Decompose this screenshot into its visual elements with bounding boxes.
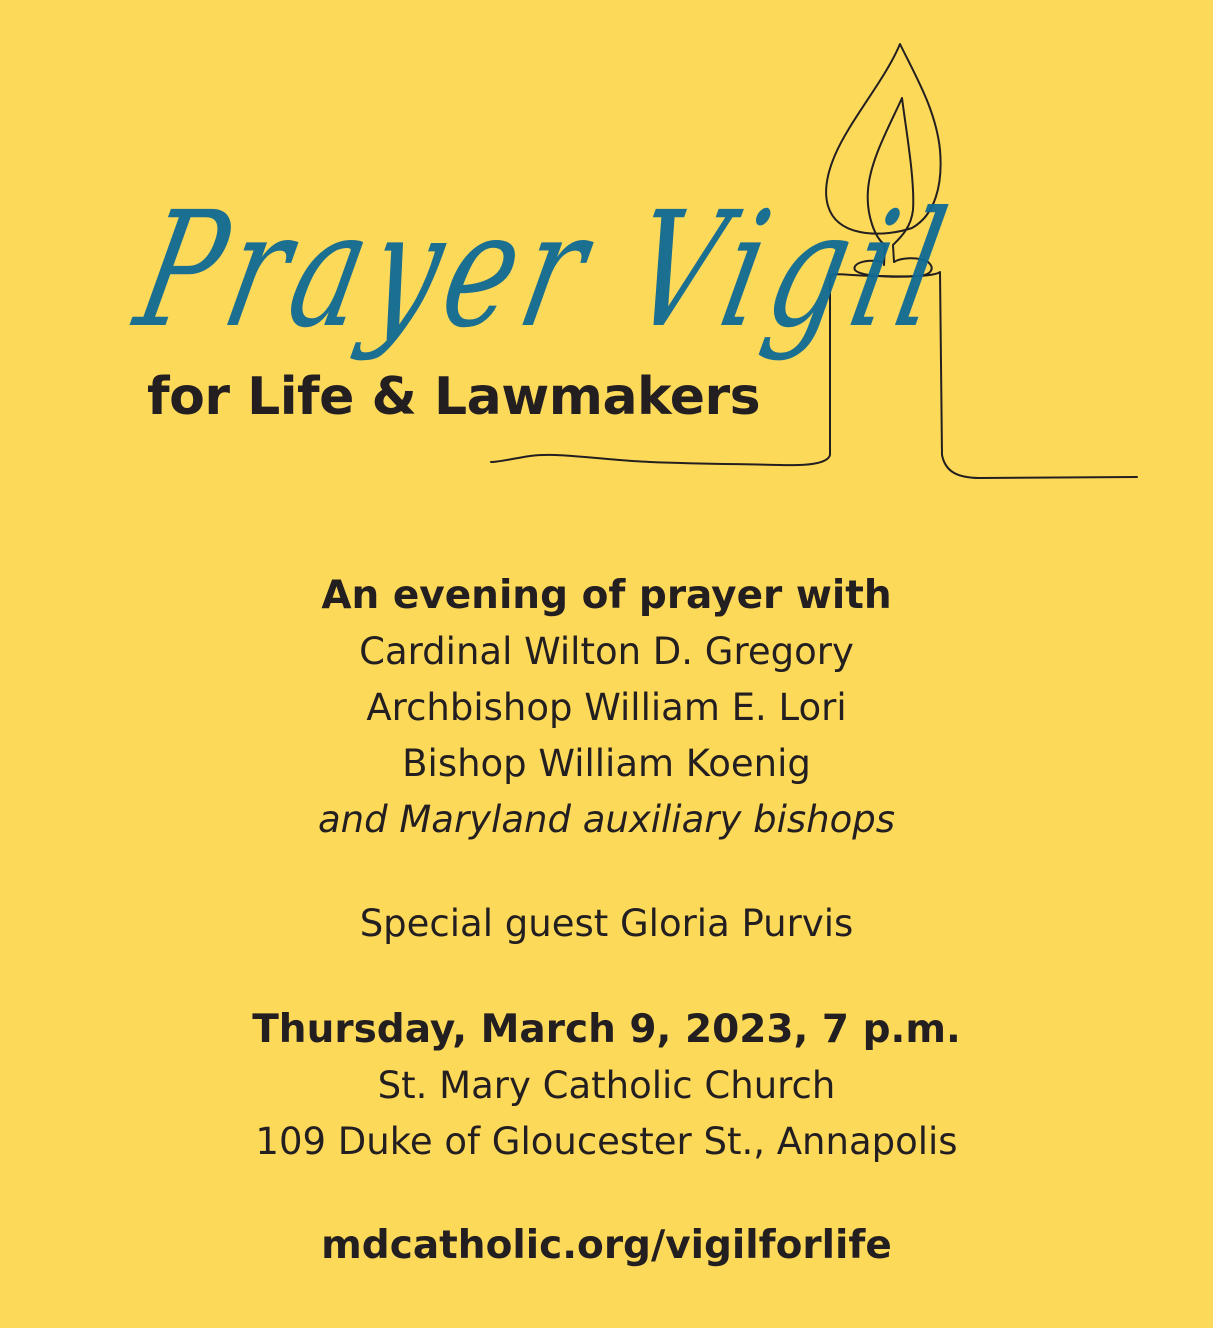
- special-guest: Special guest Gloria Purvis: [359, 902, 854, 945]
- event-venue: St. Mary Catholic Church: [377, 1064, 836, 1107]
- script-title: Prayer Vigil: [123, 176, 968, 363]
- officiant-1: Cardinal Wilton D. Gregory: [359, 630, 854, 673]
- officiant-3: Bishop William Koenig: [402, 742, 811, 785]
- intro-heading: An evening of prayer with: [321, 573, 892, 618]
- officiants-extra: and Maryland auxiliary bishops: [317, 798, 896, 841]
- subtitle: for Life & Lawmakers: [147, 367, 761, 427]
- event-address: 109 Duke of Gloucester St., Annapolis: [255, 1120, 958, 1163]
- website-link[interactable]: mdcatholic.org/vigilforlife: [321, 1223, 892, 1268]
- event-details: [0, 568, 1213, 1274]
- officiant-2: Archbishop William E. Lori: [366, 686, 847, 729]
- event-datetime: Thursday, March 9, 2023, 7 p.m.: [252, 1007, 961, 1052]
